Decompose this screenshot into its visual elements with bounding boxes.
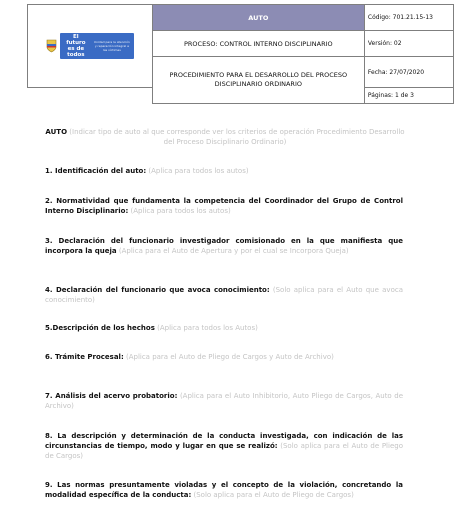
item-label: 8. La descripción y determinación de la conducta investigada, con indicación de las circunstancias de tiempo, modo y lugar en que se realizó: [45, 432, 403, 450]
section-item-8 [45, 431, 403, 461]
process-name: PROCESO: CONTROL INTERNO DISCIPLINARIO [152, 31, 364, 57]
item-hint: (Solo aplica para el Auto que avoca conocimiento) [45, 286, 403, 304]
item-label: 2. Normatividad que fundamenta la competencia del Coordinador del Grupo de Control Interno Disciplinario: [45, 197, 403, 215]
section-item-9 [45, 480, 403, 500]
section-item-4 [45, 285, 403, 305]
intro-paragraph [45, 127, 405, 147]
doc-version: Versión: 02 [364, 31, 453, 57]
doc-date: Fecha: 27/07/2020 [364, 57, 453, 88]
logo-spacer [28, 88, 153, 104]
logo-cell [28, 5, 153, 88]
doc-code: Código: 701.21.15-13 [364, 5, 453, 31]
item-label: 9. Las normas presuntamente violadas y el concepto de la violación, concretando la modalidad específica de la conducta: [45, 481, 403, 499]
item-hint: (Aplica para el Auto de Pliego de Cargos y Auto de Archivo) [125, 353, 334, 361]
item-hint: (Solo aplica para el Auto de Pliego de Cargos) [45, 442, 403, 460]
section-item-6 [45, 352, 403, 362]
item-label: 6. Trámite Procesal: [45, 353, 124, 361]
item-hint: (Aplica para todos los autos) [148, 167, 249, 175]
section-item-5 [45, 323, 403, 333]
logo-banner [60, 33, 134, 59]
doc-title: AUTO [152, 5, 364, 31]
item-hint: (Aplica para el Auto de Apertura y por el cual se Incorpora Queja) [118, 247, 349, 255]
item-hint: (Aplica para todos los autos) [130, 207, 231, 215]
institution-logo [35, 33, 145, 59]
section-item-3 [45, 236, 403, 256]
section-item-7 [45, 391, 403, 411]
logo-main-text: El futuro es de todos [66, 34, 86, 58]
intro-hint: (Indicar tipo de auto al que corresponde ver los criterios de operación Procedimiento Desarrollo del Proceso Disciplinario Ordinario) [69, 128, 405, 146]
item-label: 3. Declaración del funcionario investigador comisionado en la que manifiesta que incorpora la queja [45, 237, 403, 255]
item-hint: (Aplica para el Auto Inhibitorio, Auto Pliego de Cargos, Auto de Archivo) [45, 392, 404, 410]
item-hint: (Solo aplica para el Auto de Pliego de Cargos) [193, 491, 354, 499]
section-item-1 [45, 166, 403, 176]
item-hint: (Aplica para todos los Autos) [157, 324, 258, 332]
logo-sub-text: Unidad para la atención y reparación integral a las víctimas [93, 40, 130, 52]
section-item-2 [45, 196, 403, 216]
procedure-name: PROCEDIMIENTO PARA EL DESARROLLO DEL PROCESO DISCIPLINARIO ORDINARIO [152, 57, 364, 104]
intro-auto-label: AUTO [45, 128, 68, 136]
item-label: 5.Descripción de los hechos [45, 324, 155, 332]
item-label: 4. Declaración del funcionario que avoca conocimiento: [45, 286, 270, 294]
document-header [27, 4, 454, 104]
item-label: 1. Identificación del auto: [45, 167, 147, 175]
item-label: 7. Análisis del acervo probatorio: [45, 392, 178, 400]
doc-pages: Páginas: 1 de 3 [364, 88, 453, 104]
coat-of-arms-icon [46, 39, 57, 53]
